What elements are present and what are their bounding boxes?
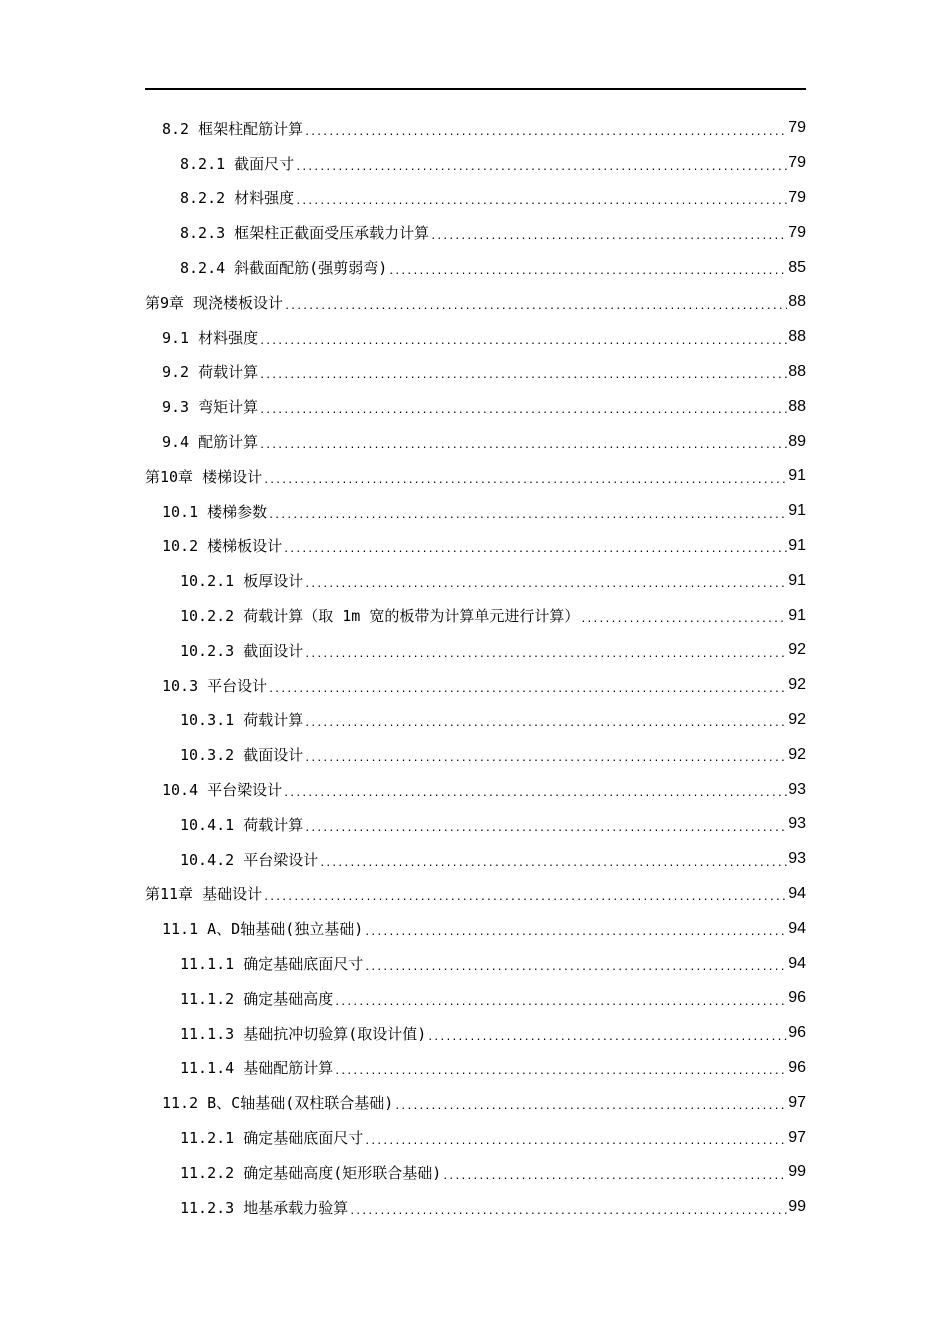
toc-entry-page: 88 — [788, 328, 806, 346]
toc-entry-page: 92 — [788, 745, 806, 763]
toc-entry[interactable] — [145, 772, 806, 807]
toc-leader-dots — [283, 788, 787, 799]
toc-entry-page: 96 — [788, 1024, 806, 1042]
toc-entry-page: 94 — [788, 919, 806, 937]
toc-entry-page: 93 — [788, 850, 806, 868]
toc-entry[interactable] — [145, 563, 806, 598]
toc-leader-dots — [364, 927, 787, 938]
toc-leader-dots — [430, 231, 787, 242]
toc-leader-dots — [304, 579, 787, 590]
toc-leader-dots — [364, 1136, 787, 1147]
toc-entry-title: 第10章 楼梯设计 — [145, 467, 263, 486]
toc-entry-page: 91 — [788, 467, 806, 485]
toc-entry[interactable] — [145, 1016, 806, 1051]
toc-leader-dots — [580, 614, 787, 625]
toc-entry-page: 91 — [788, 502, 806, 520]
toc-entry-page: 91 — [788, 571, 806, 589]
toc-leader-dots — [304, 718, 787, 729]
toc-entry-page: 96 — [788, 989, 806, 1007]
toc-entry[interactable] — [145, 911, 806, 946]
toc-entry-page: 94 — [788, 884, 806, 902]
toc-entry-title: 第11章 基础设计 — [145, 885, 263, 904]
toc-entry-title: 8.2.4 斜截面配筋(强剪弱弯) — [180, 259, 388, 278]
toc-entry-page: 79 — [788, 223, 806, 241]
toc-leader-dots — [268, 510, 787, 521]
toc-entry-page: 91 — [788, 606, 806, 624]
toc-leader-dots — [263, 475, 787, 486]
toc-leader-dots — [427, 1032, 787, 1043]
toc-entry-page: 89 — [788, 432, 806, 450]
toc-leader-dots — [283, 544, 787, 555]
toc-entry[interactable] — [145, 459, 806, 494]
toc-leader-dots — [304, 753, 787, 764]
toc-leader-dots — [259, 370, 787, 381]
toc-leader-dots — [304, 649, 787, 660]
toc-entry[interactable] — [145, 529, 806, 564]
toc-leader-dots — [364, 962, 787, 973]
toc-entry-page: 96 — [788, 1058, 806, 1076]
toc-leader-dots — [268, 684, 787, 695]
toc-entry[interactable] — [145, 320, 806, 355]
toc-entry-title: 10.2 楼梯板设计 — [162, 537, 283, 556]
toc-leader-dots — [284, 301, 787, 312]
header-rule — [145, 88, 806, 90]
toc-entry-title: 第9章 现浇楼板设计 — [145, 293, 284, 312]
toc-entry-page: 85 — [788, 258, 806, 276]
toc-leader-dots — [295, 162, 787, 173]
toc-entry-page: 92 — [788, 710, 806, 728]
toc-entry-title: 10.4.2 平台梁设计 — [180, 850, 319, 869]
toc-entry[interactable] — [145, 946, 806, 981]
toc-entry[interactable] — [145, 842, 806, 877]
toc-leader-dots — [334, 1066, 787, 1077]
toc-leader-dots — [442, 1171, 787, 1182]
toc-entry[interactable] — [145, 215, 806, 250]
toc-entry[interactable] — [145, 1051, 806, 1086]
toc-entry-title: 8.2.3 框架柱正截面受压承载力计算 — [180, 224, 430, 243]
toc-entry-title: 11.2 B、C轴基础(双柱联合基础) — [162, 1094, 394, 1113]
toc-entry-page: 79 — [788, 154, 806, 172]
toc-leader-dots — [394, 1101, 787, 1112]
toc-entry-title: 11.1.2 确定基础高度 — [180, 989, 334, 1008]
toc-entry-title: 10.1 楼梯参数 — [162, 502, 268, 521]
toc-entry[interactable] — [145, 250, 806, 285]
toc-entry[interactable] — [145, 598, 806, 633]
toc-entry-page: 88 — [788, 293, 806, 311]
toc-entry-page: 93 — [788, 780, 806, 798]
toc-leader-dots — [295, 196, 787, 207]
toc-entry-page: 97 — [788, 1093, 806, 1111]
toc-leader-dots — [259, 405, 787, 416]
toc-entry-title: 11.1 A、D轴基础(独立基础) — [162, 920, 364, 939]
toc-entry-title: 8.2.1 截面尺寸 — [180, 154, 295, 173]
toc-entry[interactable] — [145, 703, 806, 738]
toc-entry[interactable] — [145, 1190, 806, 1225]
toc-entry[interactable] — [145, 146, 806, 181]
toc-entry[interactable] — [145, 1120, 806, 1155]
toc-entry-page: 88 — [788, 362, 806, 380]
toc-entry[interactable] — [145, 424, 806, 459]
toc-entry-page: 93 — [788, 815, 806, 833]
toc-entry-page: 91 — [788, 536, 806, 554]
toc-entry-title: 9.2 荷载计算 — [162, 363, 259, 382]
toc-entry-title: 10.3.2 截面设计 — [180, 746, 304, 765]
toc-entry[interactable] — [145, 1155, 806, 1190]
toc-entry[interactable] — [145, 877, 806, 912]
table-of-contents — [145, 111, 806, 1225]
toc-entry-title: 10.4.1 荷载计算 — [180, 815, 304, 834]
toc-entry-page: 97 — [788, 1128, 806, 1146]
toc-entry-title: 10.4 平台梁设计 — [162, 781, 283, 800]
toc-entry-page: 92 — [788, 676, 806, 694]
toc-entry-title: 10.3.1 荷载计算 — [180, 711, 304, 730]
toc-entry-page: 94 — [788, 954, 806, 972]
toc-entry-title: 10.2.2 荷载计算（取 1m 宽的板带为计算单元进行计算） — [180, 607, 580, 626]
toc-leader-dots — [304, 823, 787, 834]
toc-entry-page: 92 — [788, 641, 806, 659]
toc-entry-title: 10.3 平台设计 — [162, 676, 268, 695]
toc-entry-title: 9.3 弯矩计算 — [162, 398, 259, 417]
toc-entry-page: 79 — [788, 188, 806, 206]
toc-entry-title: 11.2.3 地基承载力验算 — [180, 1198, 349, 1217]
toc-entry-title: 10.2.3 截面设计 — [180, 641, 304, 660]
toc-entry[interactable] — [145, 981, 806, 1016]
toc-entry[interactable] — [145, 181, 806, 216]
toc-entry-title: 11.2.1 确定基础底面尺寸 — [180, 1129, 364, 1147]
toc-entry-title: 11.2.2 确定基础高度(矩形联合基础) — [180, 1163, 442, 1182]
toc-entry-title: 11.1.1 确定基础底面尺寸 — [180, 955, 364, 974]
toc-leader-dots — [334, 997, 787, 1008]
toc-leader-dots — [263, 892, 787, 903]
toc-entry-page: 99 — [788, 1198, 806, 1216]
toc-entry-title: 11.1.4 基础配筋计算 — [180, 1059, 334, 1078]
toc-entry[interactable] — [145, 111, 806, 146]
toc-leader-dots — [319, 858, 787, 869]
toc-entry-page: 88 — [788, 397, 806, 415]
toc-leader-dots — [259, 440, 787, 451]
toc-entry-page: 79 — [788, 119, 806, 137]
toc-entry[interactable] — [145, 737, 806, 772]
toc-entry[interactable] — [145, 494, 806, 529]
toc-entry[interactable] — [145, 807, 806, 842]
toc-entry-title: 10.2.1 板厚设计 — [180, 572, 304, 591]
toc-leader-dots — [388, 266, 787, 277]
toc-entry-page: 99 — [788, 1163, 806, 1181]
toc-entry-title: 8.2.2 材料强度 — [180, 189, 295, 208]
toc-entry-title: 9.1 材料强度 — [162, 328, 259, 347]
toc-entry[interactable] — [145, 1085, 806, 1120]
toc-entry[interactable] — [145, 285, 806, 320]
toc-leader-dots — [304, 127, 787, 138]
toc-entry[interactable] — [145, 668, 806, 703]
toc-entry-title: 11.1.3 基础抗冲切验算(取设计值) — [180, 1024, 427, 1043]
toc-entry[interactable] — [145, 633, 806, 668]
toc-entry[interactable] — [145, 355, 806, 390]
toc-leader-dots — [259, 336, 787, 347]
toc-entry-title: 8.2 框架柱配筋计算 — [162, 119, 304, 138]
toc-leader-dots — [349, 1206, 787, 1217]
toc-entry[interactable] — [145, 389, 806, 424]
toc-entry-title: 9.4 配筋计算 — [162, 433, 259, 452]
